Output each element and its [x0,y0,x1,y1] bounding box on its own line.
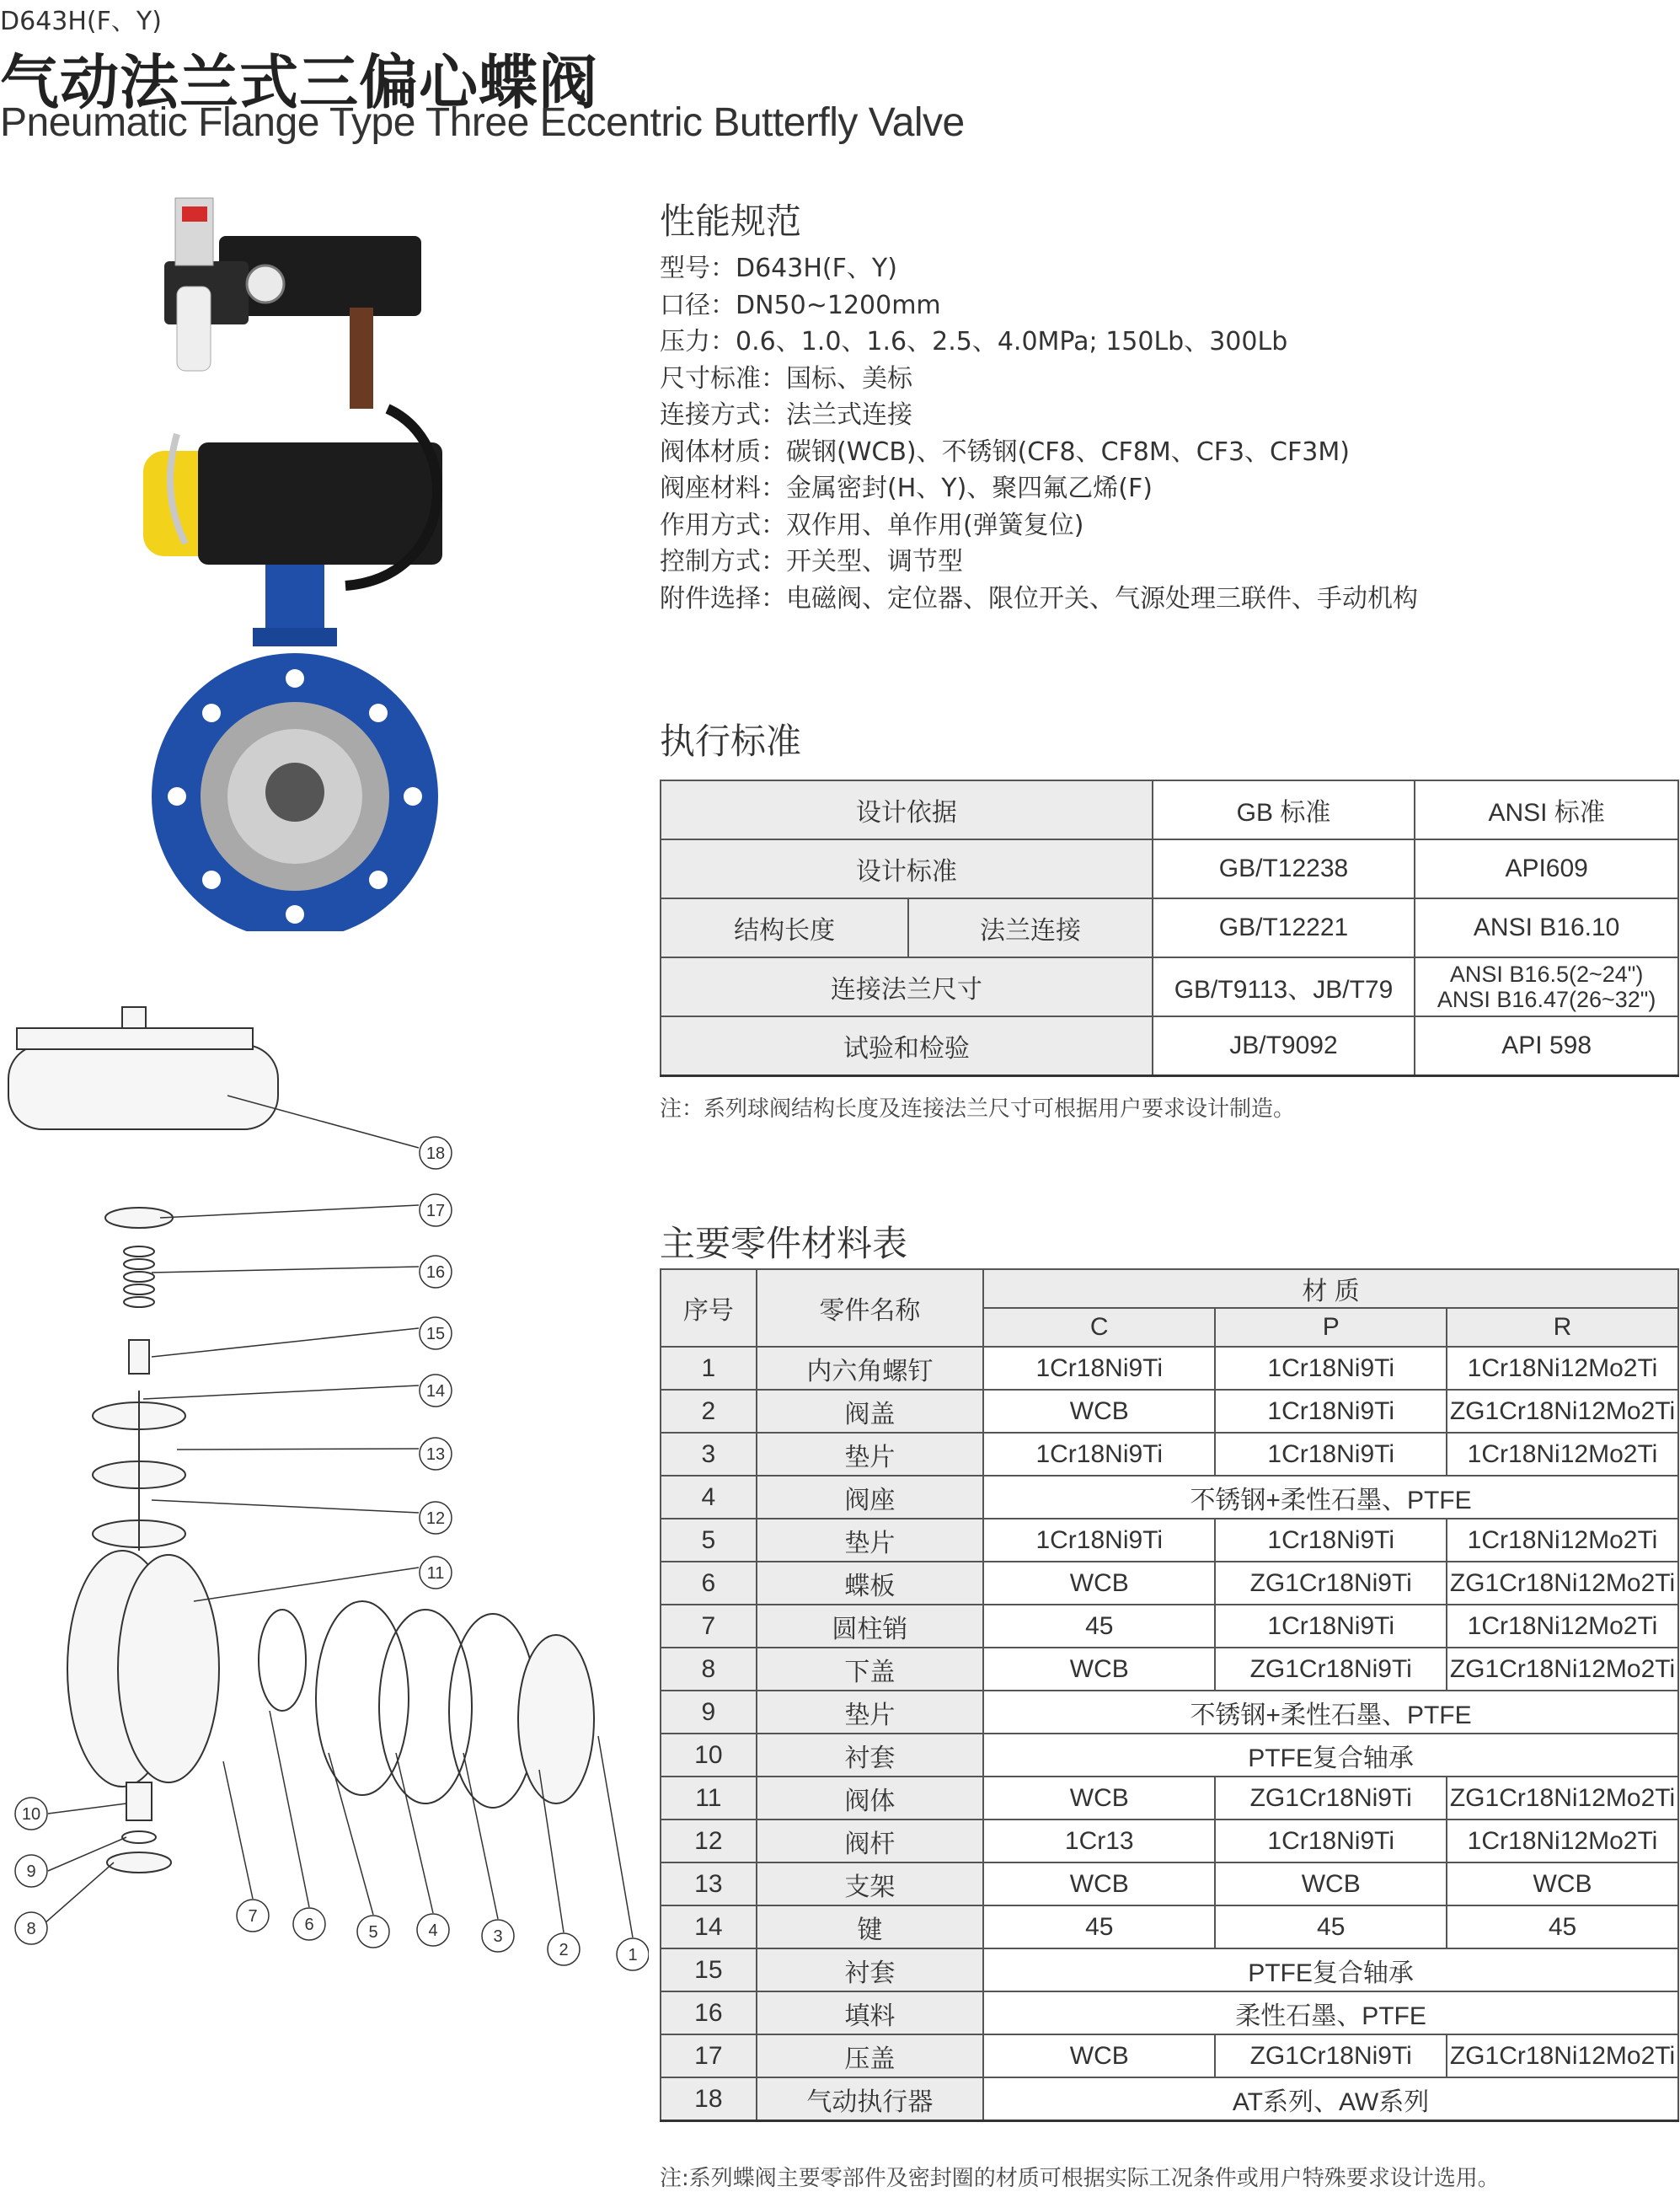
table-cell: ZG1Cr18Ni9Ti [1215,1562,1447,1605]
col-no-header: 序号 [661,1269,757,1347]
spec-pressure: 压力：0.6、1.0、1.6、2.5、4.0MPa; 150Lb、300Lb [660,327,1288,356]
table-cell: WCB [983,1862,1215,1905]
disc-hub [265,763,324,822]
table-cell: WCB [983,1648,1215,1691]
table-cell: 圆柱销 [757,1605,983,1648]
spec-dimension-standard: 尺寸标准：国标、美标 [660,363,912,394]
table-cell: 1Cr18Ni12Mo2Ti [1447,1433,1678,1476]
table-cell: 设计标准 [661,839,1153,898]
spec-size: 口径：DN50~1200mm [660,290,941,320]
callout-number: 6 [304,1916,314,1934]
table-row [661,780,1678,839]
flange-ansi-line-2: ANSI B16.47(26~32") [1437,987,1656,1012]
table-row [661,1905,1678,1948]
table-row [661,1691,1678,1734]
table-cell: ZG1Cr18Ni12Mo2Ti [1447,1648,1678,1691]
col-name-header: 零件名称 [757,1269,983,1347]
table-cell: 1Cr13 [983,1820,1215,1862]
table-cell: 连接法兰尺寸 [661,957,1153,1016]
parts-heading: 主要零件材料表 [660,1223,908,1264]
table-cell: ZG1Cr18Ni9Ti [1215,1648,1447,1691]
table-row [661,2077,1678,2121]
table-cell: 1 [661,1347,757,1390]
callout-number: 13 [425,1445,446,1464]
table-cell: PTFE复合轴承 [983,1948,1678,1991]
table-cell: 衬套 [757,1734,983,1777]
table-cell: 1Cr18Ni9Ti [1215,1390,1447,1433]
table-cell: 不锈钢+柔性石墨、PTFE [983,1476,1678,1519]
table-cell: 18 [661,2077,757,2121]
table-cell: 10 [661,1734,757,1777]
table-cell: 1Cr18Ni9Ti [983,1347,1215,1390]
callout-number: 11 [426,1564,445,1583]
table-cell: 13 [661,1862,757,1905]
table-row [661,1820,1678,1862]
table-cell: 试验和检验 [661,1016,1153,1076]
table-cell: 1Cr18Ni9Ti [983,1433,1215,1476]
table-cell: WCB [983,2034,1215,2077]
table-cell: 45 [983,1605,1215,1648]
table-row [661,1991,1678,2034]
spec-connection: 连接方式：法兰式连接 [660,400,912,430]
filter-bowl [177,287,211,371]
table-cell: AT系列、AW系列 [983,2077,1678,2121]
callout-number: 5 [368,1923,378,1942]
spec-action: 作用方式：双作用、单作用(弹簧复位) [660,510,1084,540]
table-cell: 阀体 [757,1777,983,1820]
table-cell: GB/T12221 [1153,898,1415,957]
table-cell: 1Cr18Ni9Ti [1215,1519,1447,1562]
table-cell: 1Cr18Ni9Ti [983,1519,1215,1562]
table-cell: 不锈钢+柔性石墨、PTFE [983,1691,1678,1734]
table-cell: WCB [983,1390,1215,1433]
table-cell: 45 [1215,1905,1447,1948]
table-cell: 1Cr18Ni12Mo2Ti [1447,1820,1678,1862]
table-cell: 垫片 [757,1519,983,1562]
actuator-body [198,442,442,565]
table-row [661,1862,1678,1905]
valve-yoke [265,565,324,636]
parts-table-body [661,1347,1678,2121]
table-cell: 1Cr18Ni9Ti [1215,1347,1447,1390]
spec-body-material: 阀体材质：碳钢(WCB)、不锈钢(CF8、CF8M、CF3、CF3M) [660,437,1350,467]
exploded-drawing [0,994,649,1989]
table-row [661,1777,1678,1820]
table-cell: 3 [661,1433,757,1476]
callout-number: 1 [628,1946,638,1964]
flange-ansi-line-1: ANSI B16.5(2~24") [1449,962,1644,987]
parts-table [660,1268,1679,2122]
table-cell: 1Cr18Ni12Mo2Ti [1447,1519,1678,1562]
table-cell: ZG1Cr18Ni12Mo2Ti [1447,2034,1678,2077]
table-cell: 柔性石墨、PTFE [983,1991,1678,2034]
table-cell: 14 [661,1905,757,1948]
table-cell: 法兰连接 [908,898,1152,957]
col-c-header: C [983,1308,1215,1347]
table-cell: 1Cr18Ni9Ti [1215,1433,1447,1476]
table-row [661,2034,1678,2077]
table-row [661,898,1678,957]
table-row [661,1948,1678,1991]
table-cell: 结构长度 [661,898,908,957]
table-cell: 45 [1447,1905,1678,1948]
table-cell: 压盖 [757,2034,983,2077]
parts-note: 注:系列蝶阀主要零部件及密封圈的材质可根据实际工况条件或用户特殊要求设计选用。 [660,2166,1500,2191]
table-row [661,1347,1678,1390]
col-material-header: 材 质 [983,1269,1678,1308]
table-cell: 16 [661,1991,757,2034]
callout-number: 15 [425,1325,446,1343]
callout-number: 2 [559,1941,569,1959]
table-cell: 垫片 [757,1691,983,1734]
table-row [661,1519,1678,1562]
table-cell: 设计依据 [661,780,1153,839]
table-cell: 支架 [757,1862,983,1905]
table-cell: 衬套 [757,1948,983,1991]
table-row [661,1648,1678,1691]
col-r-header: R [1447,1308,1678,1347]
callout-number: 17 [425,1202,446,1220]
callout-number: 7 [248,1907,258,1926]
callout-number: 9 [26,1862,36,1881]
table-row [661,1433,1678,1476]
performance-heading: 性能规范 [660,201,802,242]
callout-number: 16 [425,1263,446,1282]
table-cell: WCB [983,1562,1215,1605]
table-cell: GB 标准 [1153,780,1415,839]
drawing-actuator [8,1045,278,1129]
table-cell: GB/T12238 [1153,839,1415,898]
table-cell: PTFE复合轴承 [983,1734,1678,1777]
callout-number: 10 [21,1805,41,1824]
table-cell: 7 [661,1605,757,1648]
table-cell: 9 [661,1691,757,1734]
table-cell: 17 [661,2034,757,2077]
spec-control: 控制方式：开关型、调节型 [660,547,963,576]
table-row [661,1476,1678,1519]
table-row [661,957,1678,1016]
table-cell: ANSI 标准 [1415,780,1678,839]
table-cell: 8 [661,1648,757,1691]
spec-accessories: 附件选择：电磁阀、定位器、限位开关、气源处理三联件、手动机构 [660,583,1418,614]
callout-number: 14 [425,1382,446,1401]
table-cell: 1Cr18Ni12Mo2Ti [1447,1347,1678,1390]
table-cell: 键 [757,1905,983,1948]
table-cell: 5 [661,1519,757,1562]
table-cell: 阀杆 [757,1820,983,1862]
spec-seat-material: 阀座材料：金属密封(H、Y)、聚四氟乙烯(F) [660,474,1153,503]
table-row [661,1605,1678,1648]
table-cell: ZG1Cr18Ni12Mo2Ti [1447,1777,1678,1820]
callout-number: 12 [425,1509,446,1528]
table-cell: 1Cr18Ni12Mo2Ti [1447,1605,1678,1648]
filter-cap [182,206,207,222]
mounting-bracket [350,308,373,409]
table-cell: 下盖 [757,1648,983,1691]
table-cell: 1Cr18Ni9Ti [1215,1820,1447,1862]
page-title-cn: 气动法兰式三偏心蝶阀 [0,48,598,117]
model-code: D643H(F、Y) [0,7,162,36]
col-p-header: P [1215,1308,1447,1347]
table-cell: API 598 [1415,1016,1678,1076]
table-cell: 填料 [757,1991,983,2034]
standards-note: 注：系列球阀结构长度及连接法兰尺寸可根据用户要求设计制造。 [660,1096,1296,1122]
table-cell: 气动执行器 [757,2077,983,2121]
table-cell: WCB [1215,1862,1447,1905]
table-row [661,1016,1678,1076]
table-cell: 阀盖 [757,1390,983,1433]
table-cell: ZG1Cr18Ni12Mo2Ti [1447,1390,1678,1433]
yoke-flange [253,628,337,646]
performance-list [660,250,1418,617]
callout-number: 8 [26,1920,36,1938]
table-cell: 阀座 [757,1476,983,1519]
table-cell: ZG1Cr18Ni12Mo2Ti [1447,1562,1678,1605]
table-cell: 1Cr18Ni9Ti [1215,1605,1447,1648]
spec-model: 型号：D643H(F、Y) [660,254,897,283]
table-cell: JB/T9092 [1153,1016,1415,1076]
table-cell: 15 [661,1948,757,1991]
table-cell: API609 [1415,839,1678,898]
table-cell: GB/T9113、JB/T79 [1153,957,1415,1016]
table-cell: 2 [661,1390,757,1433]
table-row [661,1734,1678,1777]
table-cell [1415,957,1678,1016]
callout-number: 3 [493,1927,503,1946]
table-cell: 4 [661,1476,757,1519]
callout-number: 18 [425,1144,446,1163]
table-cell: WCB [983,1777,1215,1820]
table-cell: ZG1Cr18Ni9Ti [1215,1777,1447,1820]
table-cell: 12 [661,1820,757,1862]
table-cell: 6 [661,1562,757,1605]
callout-number: 4 [428,1921,438,1940]
table-cell: 垫片 [757,1433,983,1476]
table-cell: 45 [983,1905,1215,1948]
table-cell: ANSI B16.10 [1415,898,1678,957]
table-cell: 内六角螺钉 [757,1347,983,1390]
table-cell: ZG1Cr18Ni9Ti [1215,2034,1447,2077]
table-row [661,839,1678,898]
pressure-gauge [247,265,284,303]
table-cell: 11 [661,1777,757,1820]
page-title-en: Pneumatic Flange Type Three Eccentric Butterfly Valve [0,100,965,145]
table-row [661,1390,1678,1433]
standards-heading: 执行标准 [660,721,802,762]
table-cell: WCB [1447,1862,1678,1905]
valve-product-photo [126,190,531,931]
table-row [661,1562,1678,1605]
table-cell: 蝶板 [757,1562,983,1605]
table-header-row [661,1269,1678,1308]
standards-table [660,780,1679,1077]
